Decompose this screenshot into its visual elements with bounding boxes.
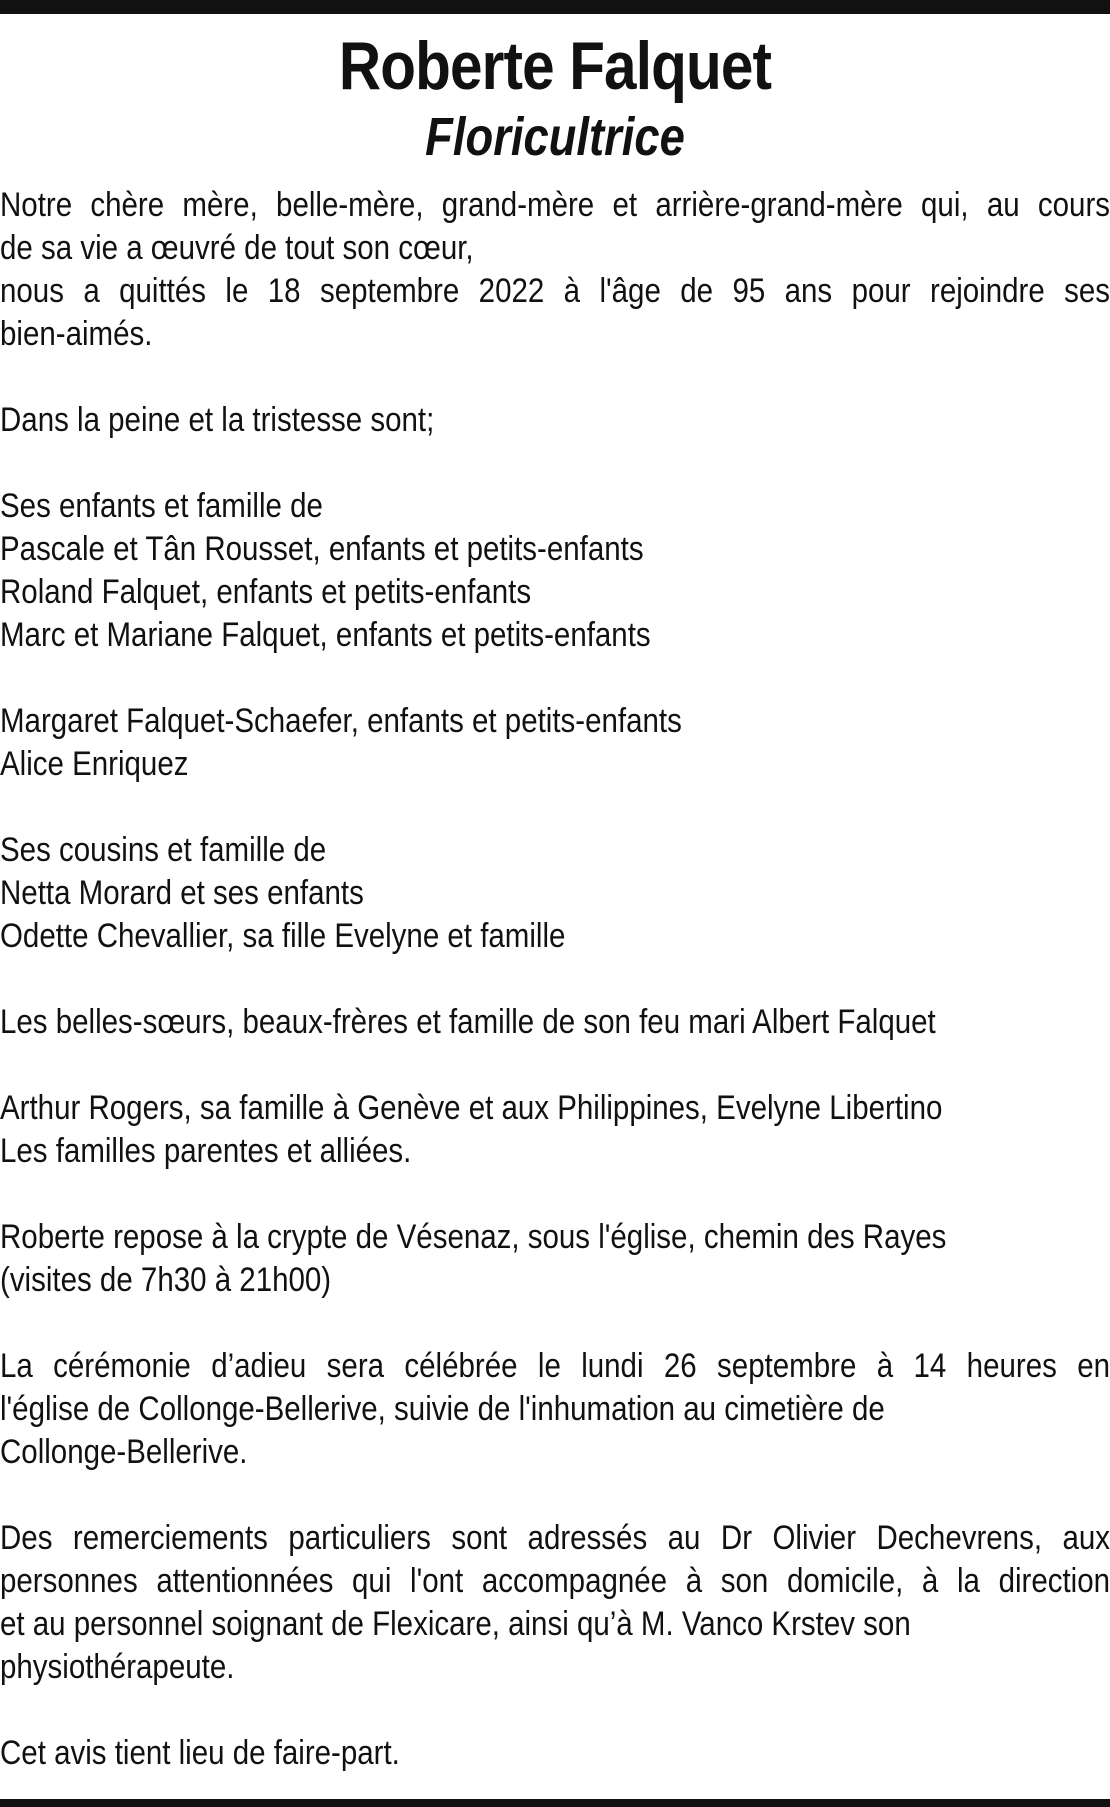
family-member: Alice Enriquez bbox=[0, 745, 189, 783]
deceased-profession: Floricultrice bbox=[425, 107, 685, 167]
ceremony-line: l'église de Collonge-Bellerive, suivie de l'inhumation au cimetière de bbox=[0, 1390, 885, 1428]
family-member: Margaret Falquet-Schaefer, enfants et petits-enfants bbox=[0, 702, 682, 740]
family-member: Pascale et Tân Rousset, enfants et petits-enfants bbox=[0, 530, 644, 568]
bottom-rule bbox=[0, 1799, 1110, 1807]
thanks-line: physiothérapeute. bbox=[0, 1648, 235, 1686]
cousins-intro: Ses cousins et famille de bbox=[0, 831, 327, 869]
notice-header bbox=[0, 26, 1110, 168]
ceremony-line: Collonge-Bellerive. bbox=[0, 1433, 248, 1471]
family-member: Odette Chevallier, sa fille Evelyne et famille bbox=[0, 917, 566, 955]
intro-line: nous a quittés le 18 septembre 2022 à l'âge de 95 ans pour rejoindre ses bbox=[0, 272, 1110, 310]
family-member: Roland Falquet, enfants et petits-enfants bbox=[0, 573, 532, 611]
children-intro: Ses enfants et famille de bbox=[0, 487, 323, 525]
closing-line: Cet avis tient lieu de faire-part. bbox=[0, 1734, 400, 1772]
deceased-name: Roberte Falquet bbox=[338, 28, 772, 104]
intro-paragraph bbox=[0, 184, 1110, 356]
friends-line: Les familles parentes et alliées. bbox=[0, 1132, 412, 1170]
closing-paragraph bbox=[0, 1732, 1110, 1775]
friends-paragraph bbox=[0, 1087, 1110, 1173]
others-paragraph bbox=[0, 700, 1110, 786]
top-rule bbox=[0, 0, 1110, 14]
family-member: Marc et Mariane Falquet, enfants et petits-enfants bbox=[0, 616, 651, 654]
cousins-paragraph bbox=[0, 829, 1110, 958]
thanks-line: et au personnel soignant de Flexicare, ainsi qu’à M. Vanco Krstev son bbox=[0, 1605, 911, 1643]
thanks-line: personnes attentionnées qui l'ont accompagnée à son domicile, à la direction bbox=[0, 1562, 1110, 1600]
ceremony-line: La cérémonie d’adieu sera célébrée le lundi 26 septembre à 14 heures en bbox=[0, 1347, 1110, 1385]
rest-line: (visites de 7h30 à 21h00) bbox=[0, 1261, 332, 1299]
intro-line: bien-aimés. bbox=[0, 315, 153, 353]
in-laws-line: Les belles-sœurs, beaux-frères et famille de son feu mari Albert Falquet bbox=[0, 1003, 936, 1041]
rest-paragraph bbox=[0, 1216, 1110, 1302]
friends-line: Arthur Rogers, sa famille à Genève et aux Philippines, Evelyne Libertino bbox=[0, 1089, 943, 1127]
mourning-line: Dans la peine et la tristesse sont; bbox=[0, 401, 435, 439]
intro-line: de sa vie a œuvré de tout son cœur, bbox=[0, 229, 474, 267]
ceremony-paragraph bbox=[0, 1345, 1110, 1474]
intro-line: Notre chère mère, belle-mère, grand-mère et arrière-grand-mère qui, au cours bbox=[0, 186, 1110, 224]
notice-body bbox=[0, 184, 1110, 1775]
mourning-paragraph bbox=[0, 399, 1110, 442]
in-laws-paragraph bbox=[0, 1001, 1110, 1044]
rest-line: Roberte repose à la crypte de Vésenaz, sous l'église, chemin des Rayes bbox=[0, 1218, 947, 1256]
children-paragraph bbox=[0, 485, 1110, 657]
family-member: Netta Morard et ses enfants bbox=[0, 874, 364, 912]
thanks-line: Des remerciements particuliers sont adressés au Dr Olivier Dechevrens, aux bbox=[0, 1519, 1110, 1557]
thanks-paragraph bbox=[0, 1517, 1110, 1689]
